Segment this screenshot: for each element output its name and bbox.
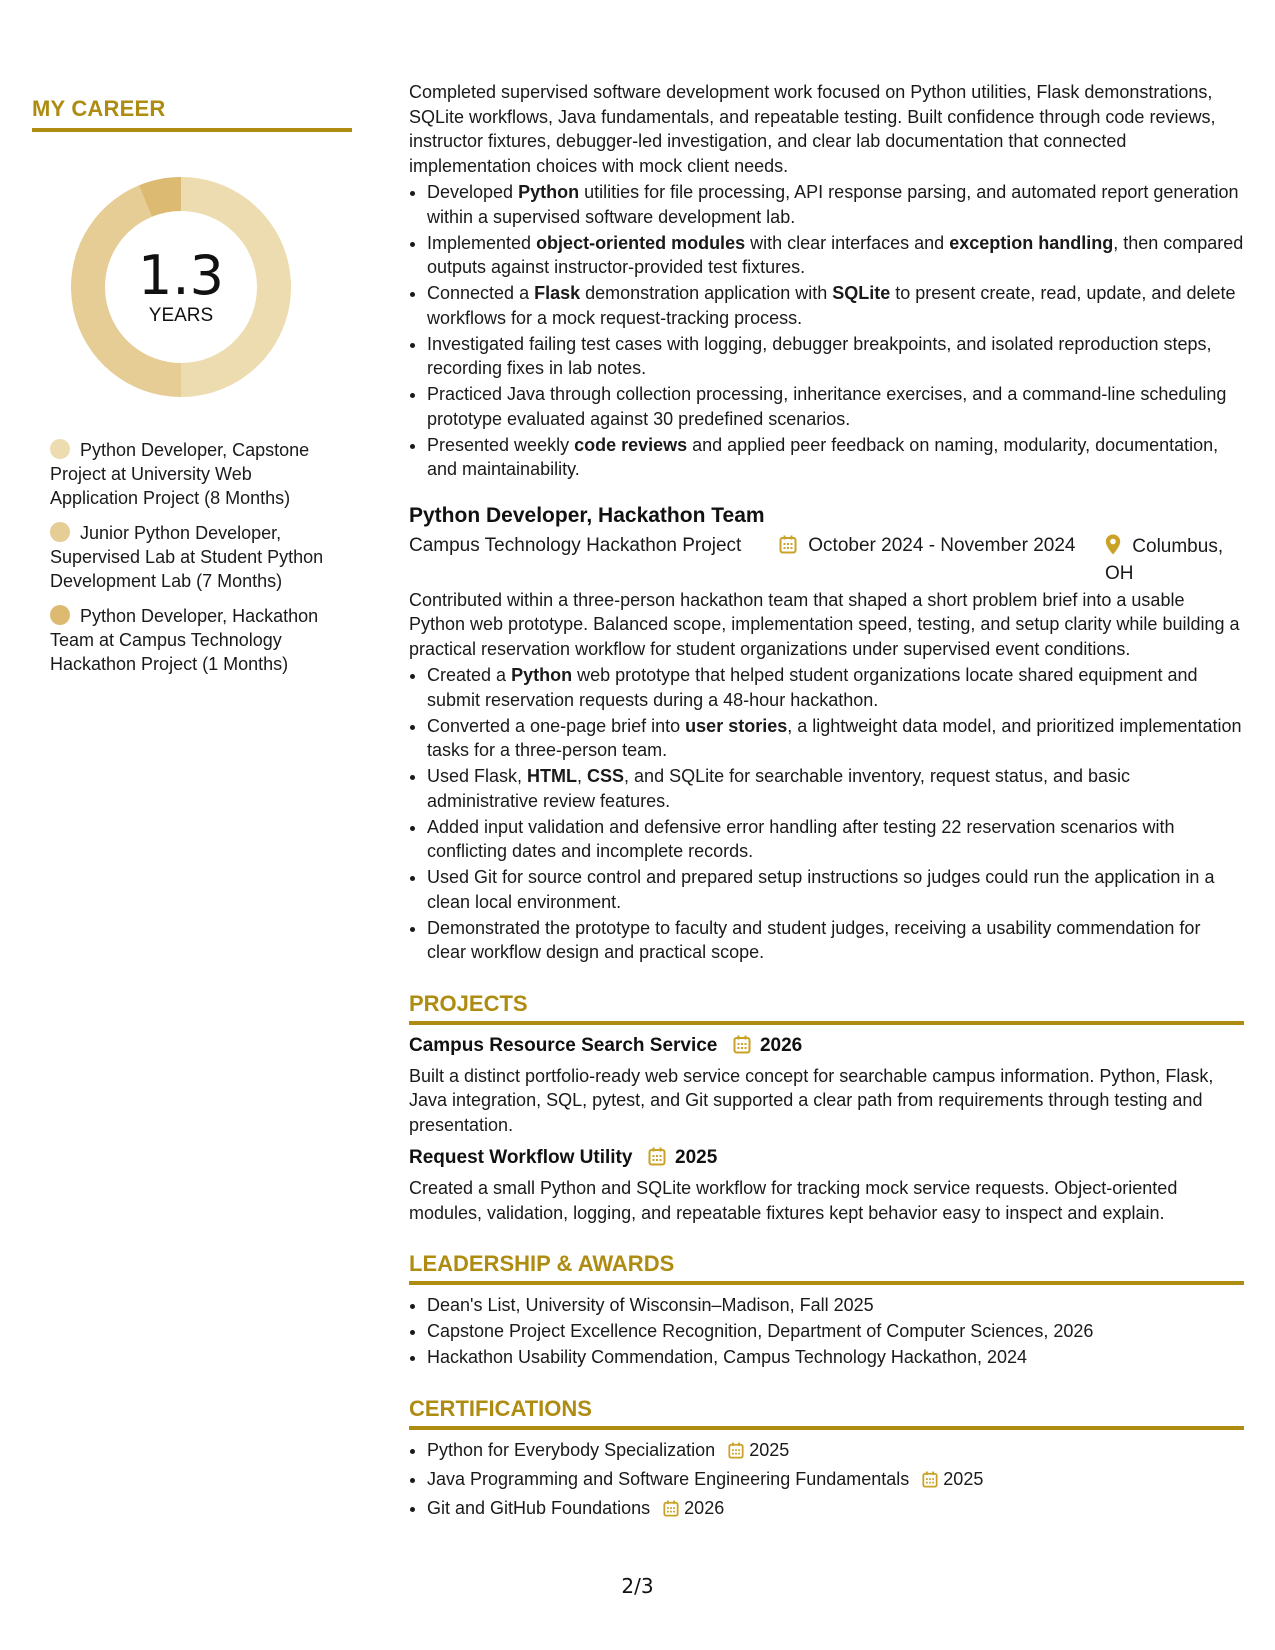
certifications-list bbox=[409, 1438, 1244, 1524]
lab-summary: Completed supervised software development work focused on Python utilities, Flask demonstrations, SQLite workflows, Java fundamentals, and repeatable testing. Built confidence through code reviews, instructor fixtures, debugger-led investigation, and clear lab documentation that connected implementation choices with mock client needs. bbox=[409, 82, 1216, 176]
legend-item bbox=[50, 521, 330, 593]
project-desc: Built a distinct portfolio-ready web service concept for searchable campus information. Python, Flask, Java integration, SQL, pytest, and Git supported a clear path from requirements through testing and presentation. bbox=[409, 1065, 1214, 1135]
cert-item bbox=[427, 1467, 1244, 1495]
years-value: 1.3 bbox=[138, 244, 224, 307]
awards-heading: LEADERSHIP & AWARDS bbox=[409, 1251, 1244, 1285]
bullet-item: • Practiced Java through collection processing, inheritance exercises, and a command-line scheduling prototype evaluated against 30 predefined scenarios. bbox=[427, 382, 1244, 431]
location-text: Columbus, OH bbox=[1105, 535, 1224, 584]
cert-year: 2025 bbox=[943, 1468, 984, 1489]
cert-year: 2026 bbox=[684, 1497, 725, 1518]
calendar-icon bbox=[648, 1147, 666, 1172]
project-title: Campus Resource Search Service bbox=[409, 1034, 718, 1056]
bullet-item: • Used Flask, HTML, CSS, and SQLite for searchable inventory, request status, and basic administrative review features. bbox=[427, 764, 1244, 813]
bullet-item: • Demonstrated the prototype to faculty and student judges, receiving a usability commendation for clear workflow design and practical scope. bbox=[427, 916, 1244, 965]
cert-name: Java Programming and Software Engineering Fundamentals bbox=[427, 1468, 910, 1489]
calendar-icon bbox=[728, 1441, 744, 1466]
legend-dot bbox=[50, 439, 70, 459]
awards-list bbox=[409, 1293, 1244, 1370]
bullet-item: • Used Git for source control and prepared setup instructions so judges could run the application in a clean local environment. bbox=[427, 865, 1244, 914]
project-year: 2026 bbox=[759, 1034, 803, 1056]
legend-label: Junior Python Developer, Supervised Lab at Student Python Development Lab (7 Months) bbox=[50, 523, 324, 591]
legend-label: Python Developer, Capstone Project at University Web Application Project (8 Months) bbox=[50, 440, 310, 508]
map-pin-icon bbox=[1105, 534, 1121, 562]
bullet-item: • Added input validation and defensive error handling after testing 22 reservation scenarios with conflicting dates and incomplete records. bbox=[427, 815, 1244, 864]
hackathon-org: Campus Technology Hackathon Project bbox=[409, 534, 742, 556]
legend-dot bbox=[50, 522, 70, 542]
calendar-icon bbox=[922, 1470, 938, 1495]
career-heading: MY CAREER bbox=[32, 96, 352, 132]
career-legend bbox=[50, 438, 330, 676]
project-item bbox=[409, 1035, 1244, 1138]
hackathon-job-meta bbox=[409, 534, 1244, 584]
years-unit: YEARS bbox=[148, 305, 214, 326]
cert-year: 2025 bbox=[749, 1439, 790, 1460]
bullet-item: • Connected a Flask demonstration application with SQLite to present create, read, update, and delete workflows for a mock request-tracking process. bbox=[427, 281, 1244, 330]
career-donut-chart bbox=[66, 172, 296, 402]
cert-name: Python for Everybody Specialization bbox=[427, 1439, 716, 1460]
project-desc: Created a small Python and SQLite workflow for tracking mock service requests. Object-oriented modules, validation, logging, and repeatable fixtures kept behavior easy to inspect and explain. bbox=[409, 1178, 1178, 1223]
hackathon-job-title: Python Developer, Hackathon Team bbox=[409, 503, 765, 527]
hackathon-dates bbox=[779, 534, 1076, 561]
certifications-heading: CERTIFICATIONS bbox=[409, 1396, 1244, 1430]
calendar-icon bbox=[733, 1035, 751, 1060]
project-title-row bbox=[409, 1147, 1244, 1172]
page-number: 2/3 bbox=[621, 1574, 654, 1598]
project-title-row bbox=[409, 1035, 1244, 1060]
cert-item bbox=[427, 1438, 1244, 1466]
career-sidebar bbox=[32, 96, 352, 687]
award-item: • Dean's List, University of Wisconsin–Madison, Fall 2025 bbox=[427, 1293, 1244, 1318]
hackathon-bullets bbox=[409, 663, 1244, 965]
project-item bbox=[409, 1147, 1244, 1225]
bullet-item: • Presented weekly code reviews and applied peer feedback on naming, modularity, documentation, and maintainability. bbox=[427, 433, 1244, 482]
lab-bullets bbox=[409, 180, 1244, 482]
legend-item bbox=[50, 604, 330, 676]
donut-center bbox=[66, 172, 296, 402]
project-title: Request Workflow Utility bbox=[409, 1147, 633, 1168]
main-content bbox=[409, 80, 1244, 1525]
bullet-item: • Converted a one-page brief into user stories, a lightweight data model, and prioritized implementation tasks for a three-person team. bbox=[427, 714, 1244, 763]
cert-name: Git and GitHub Foundations bbox=[427, 1497, 651, 1518]
award-item: • Hackathon Usability Commendation, Campus Technology Hackathon, 2024 bbox=[427, 1345, 1244, 1370]
calendar-icon bbox=[663, 1499, 679, 1524]
calendar-icon bbox=[779, 535, 797, 561]
bullet-item: • Created a Python web prototype that helped student organizations locate shared equipment and submit reservation requests during a 48-hour hackathon. bbox=[427, 663, 1244, 712]
project-year: 2025 bbox=[675, 1147, 718, 1168]
projects-heading: PROJECTS bbox=[409, 991, 1244, 1025]
cert-item bbox=[427, 1496, 1244, 1524]
legend-dot bbox=[50, 605, 70, 625]
hackathon-summary: Contributed within a three-person hackathon team that shaped a short problem brief into a usable Python web prototype. Balanced scope, implementation speed, testing, and setup clarity while building a practical reservation workflow for student organizations under supervised event conditions. bbox=[409, 589, 1240, 659]
bullet-item: • Investigated failing test cases with logging, debugger breakpoints, and isolated reproduction steps, recording fixes in lab notes. bbox=[427, 332, 1244, 381]
bullet-item: • Developed Python utilities for file processing, API response parsing, and automated report generation within a supervised software development lab. bbox=[427, 180, 1244, 229]
dates-text: October 2024 - November 2024 bbox=[808, 534, 1076, 556]
legend-label: Python Developer, Hackathon Team at Campus Technology Hackathon Project (1 Months) bbox=[50, 606, 319, 674]
hackathon-location bbox=[1105, 534, 1245, 586]
award-item: • Capstone Project Excellence Recognition, Department of Computer Sciences, 2026 bbox=[427, 1319, 1244, 1344]
bullet-item: • Implemented object-oriented modules with clear interfaces and exception handling, then compared outputs against instructor-provided test fixtures. bbox=[427, 231, 1244, 280]
legend-item bbox=[50, 438, 330, 510]
